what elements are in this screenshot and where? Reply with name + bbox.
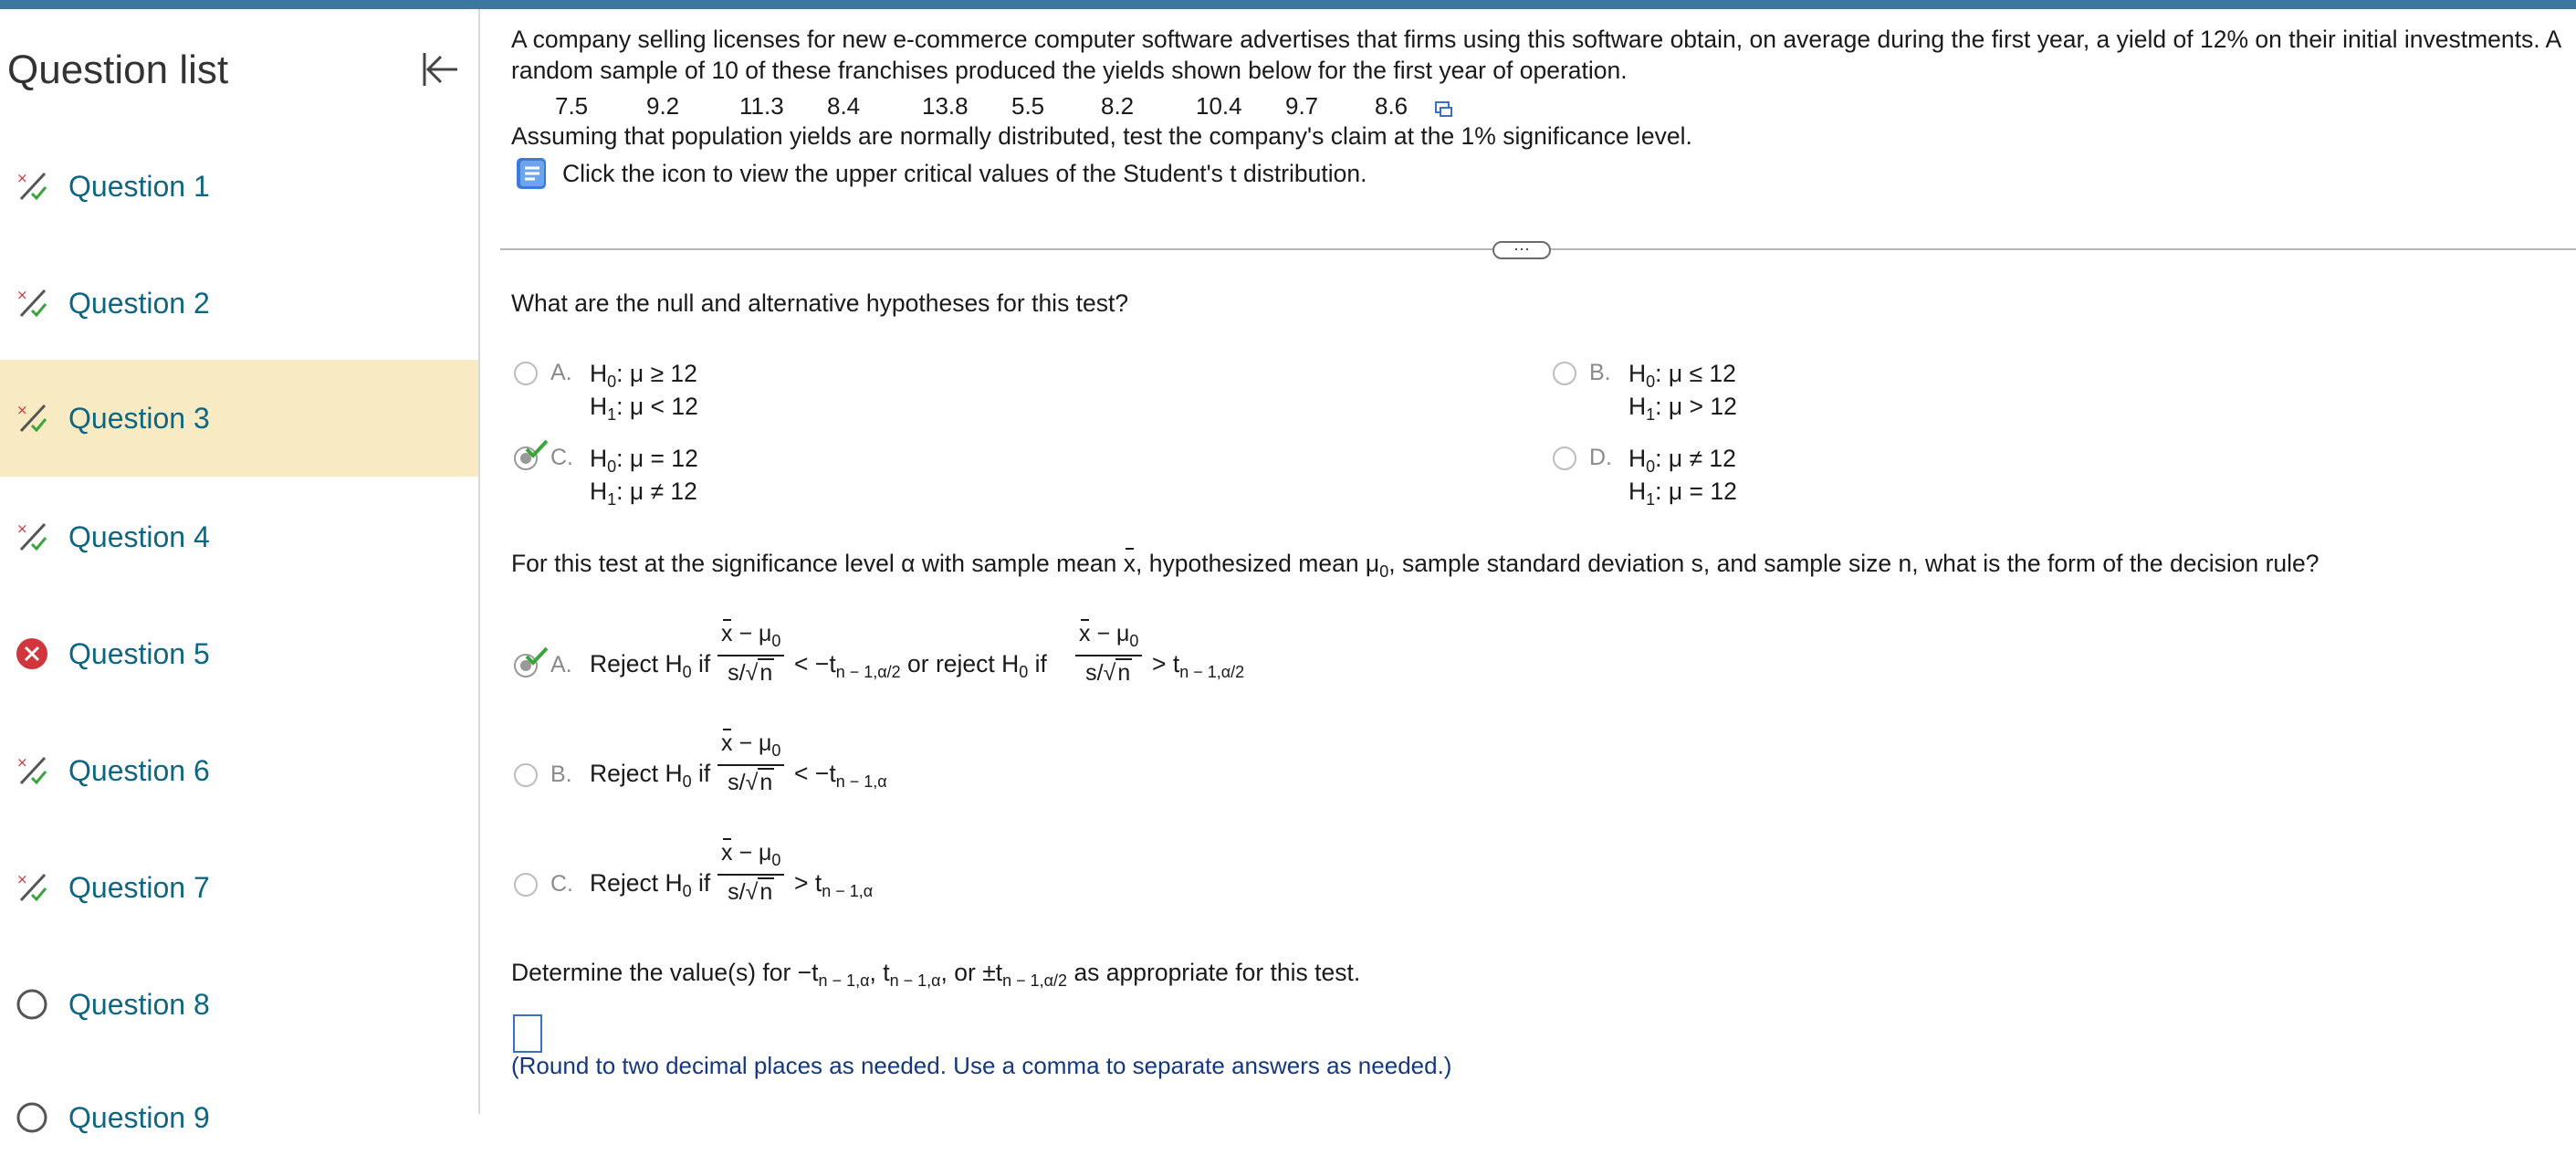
test-statistic-fraction: $x - \mu_0$ s/√n <box>717 621 784 687</box>
part1-question: What are the null and alternative hypotheses for this test? <box>511 289 1129 317</box>
option-b-h0: $H_0$: μ ≤ 12 <box>1628 360 1736 391</box>
rule-c-reject-text: Reject $H_0$ if <box>590 869 711 900</box>
sidebar-title: Question list <box>7 47 229 92</box>
yield-value: 9.2 <box>646 92 680 120</box>
question-label: Question 2 <box>68 286 210 320</box>
sidebar-item-question-1[interactable] <box>0 128 478 245</box>
problem-text-line-2: random sample of 10 of these franchises produced the yields shown below for the first year of operation. <box>511 57 1628 84</box>
sidebar-item-question-8[interactable] <box>0 946 478 1063</box>
option-a-h0: $H_0$: μ ≥ 12 <box>590 360 697 391</box>
test-statistic-fraction: $x - \mu_0$ s/√n <box>717 730 784 796</box>
partial-credit-icon <box>15 753 49 788</box>
option-c-h1: $H_1$: μ ≠ 12 <box>590 478 697 509</box>
question-content <box>482 9 2576 1114</box>
option-letter: C. <box>550 445 573 470</box>
yield-value: 8.6 <box>1375 92 1408 120</box>
question-list-sidebar <box>0 9 480 1134</box>
t-table-link-text[interactable]: Click the icon to view the upper critical values of the Student's t distribution. <box>562 160 1367 187</box>
top-accent-bar <box>0 0 2576 9</box>
option-letter: A. <box>550 652 572 677</box>
sidebar-item-question-5[interactable] <box>0 595 478 712</box>
unanswered-circle-icon <box>15 1100 49 1135</box>
incorrect-icon <box>15 636 49 671</box>
part2-question: For this test at the significance level α with sample mean x, hypothesized mean $\mu_0$, sample standard deviation s, and sample size n, what is the form of the decision rule? <box>511 550 2319 581</box>
yield-value: 11.3 <box>739 92 784 120</box>
question-label: Question 5 <box>68 636 210 670</box>
option-d-radio[interactable] <box>1553 446 1576 470</box>
option-letter: B. <box>550 761 572 787</box>
critical-value-input[interactable] <box>513 1014 542 1053</box>
option-a-radio[interactable] <box>514 362 538 385</box>
question-label: Question 4 <box>68 520 210 553</box>
test-statistic-fraction: $x - \mu_0$ s/√n <box>1075 621 1142 687</box>
option-c-h0: $H_0$: μ = 12 <box>590 445 698 476</box>
option-b-radio[interactable] <box>1553 362 1576 385</box>
correct-check-icon <box>524 438 550 460</box>
option-b-h1: $H_1$: μ > 12 <box>1628 393 1737 424</box>
svg-text:×: × <box>16 287 28 303</box>
option-letter: C. <box>550 871 573 897</box>
yield-value: 8.4 <box>827 92 861 120</box>
collapse-sidebar-icon[interactable] <box>415 46 463 93</box>
sidebar-item-question-2[interactable] <box>0 245 478 362</box>
yield-value: 10.4 <box>1196 92 1242 120</box>
rule-a-reject-text: Reject $H_0$ if <box>590 650 711 681</box>
partial-credit-icon <box>15 286 49 320</box>
sidebar-item-question-6[interactable] <box>0 712 478 829</box>
answer-hint: (Round to two decimal places as needed. Use a comma to separate answers as needed.) <box>511 1052 1452 1079</box>
test-statistic-fraction: $x - \mu_0$ s/√n <box>717 840 784 906</box>
sidebar-item-question-3[interactable] <box>0 360 478 477</box>
option-letter: A. <box>550 360 572 385</box>
svg-text:×: × <box>16 871 28 887</box>
sidebar-item-question-7[interactable] <box>0 829 478 946</box>
svg-text:×: × <box>16 402 28 418</box>
sidebar-item-question-4[interactable] <box>0 478 478 595</box>
rule-c-radio[interactable] <box>514 873 538 897</box>
option-letter: B. <box>1589 360 1611 385</box>
copy-data-icon[interactable] <box>1433 99 1455 121</box>
rule-b-reject-text: Reject $H_0$ if <box>590 760 711 791</box>
yield-value: 9.7 <box>1285 92 1319 120</box>
problem-text-line-3: Assuming that population yields are normally distributed, test the company's claim at the 1% significance level. <box>511 122 1692 150</box>
rule-a-upper-bound: > $t_{n - 1,\alpha/2}$ <box>1152 650 1245 681</box>
question-label: Question 7 <box>68 870 210 904</box>
question-label: Question 3 <box>68 401 210 435</box>
rule-a-lower-bound: < $-t_{n - 1,\alpha/2}$ or reject $H_0$ if <box>794 650 1047 681</box>
yield-value: 13.8 <box>922 92 969 120</box>
option-d-h0: $H_0$: μ ≠ 12 <box>1628 445 1736 476</box>
correct-check-icon <box>524 646 550 667</box>
yield-value: 7.5 <box>555 92 589 120</box>
part3-question: Determine the value(s) for $-t_{n - 1,\alpha}$, $t_{n - 1,\alpha}$, or $\pm t_{n - 1,\alpha/2}$ as appropriate for this test. <box>511 959 1361 990</box>
option-letter: D. <box>1589 445 1612 470</box>
svg-text:×: × <box>16 170 28 186</box>
unanswered-circle-icon <box>15 987 49 1022</box>
svg-text:×: × <box>16 520 28 537</box>
more-options-button[interactable]: ··· <box>1492 241 1551 259</box>
rule-b-radio[interactable] <box>514 763 538 787</box>
question-label: Question 8 <box>68 987 210 1021</box>
question-label: Question 9 <box>68 1100 210 1134</box>
yield-value: 5.5 <box>1011 92 1045 120</box>
sidebar-item-question-9[interactable] <box>0 1059 478 1176</box>
svg-text:×: × <box>16 754 28 771</box>
partial-credit-icon <box>15 169 49 204</box>
yield-value: 8.2 <box>1101 92 1135 120</box>
question-label: Question 1 <box>68 169 210 203</box>
question-label: Question 6 <box>68 753 210 787</box>
partial-credit-icon <box>15 520 49 554</box>
option-a-h1: $H_1$: μ < 12 <box>590 393 698 424</box>
partial-credit-icon <box>15 401 49 436</box>
problem-text-line-1: A company selling licenses for new e-commerce computer software advertises that firms using this software obtain, on average during the first year, a yield of 12% on their initial investments. A <box>511 26 2562 53</box>
option-d-h1: $H_1$: μ = 12 <box>1628 478 1737 509</box>
t-table-book-icon[interactable] <box>513 155 550 192</box>
rule-c-bound: > $t_{n - 1,\alpha}$ <box>794 869 874 900</box>
partial-credit-icon <box>15 870 49 905</box>
rule-b-bound: < $-t_{n - 1,\alpha}$ <box>794 760 887 791</box>
